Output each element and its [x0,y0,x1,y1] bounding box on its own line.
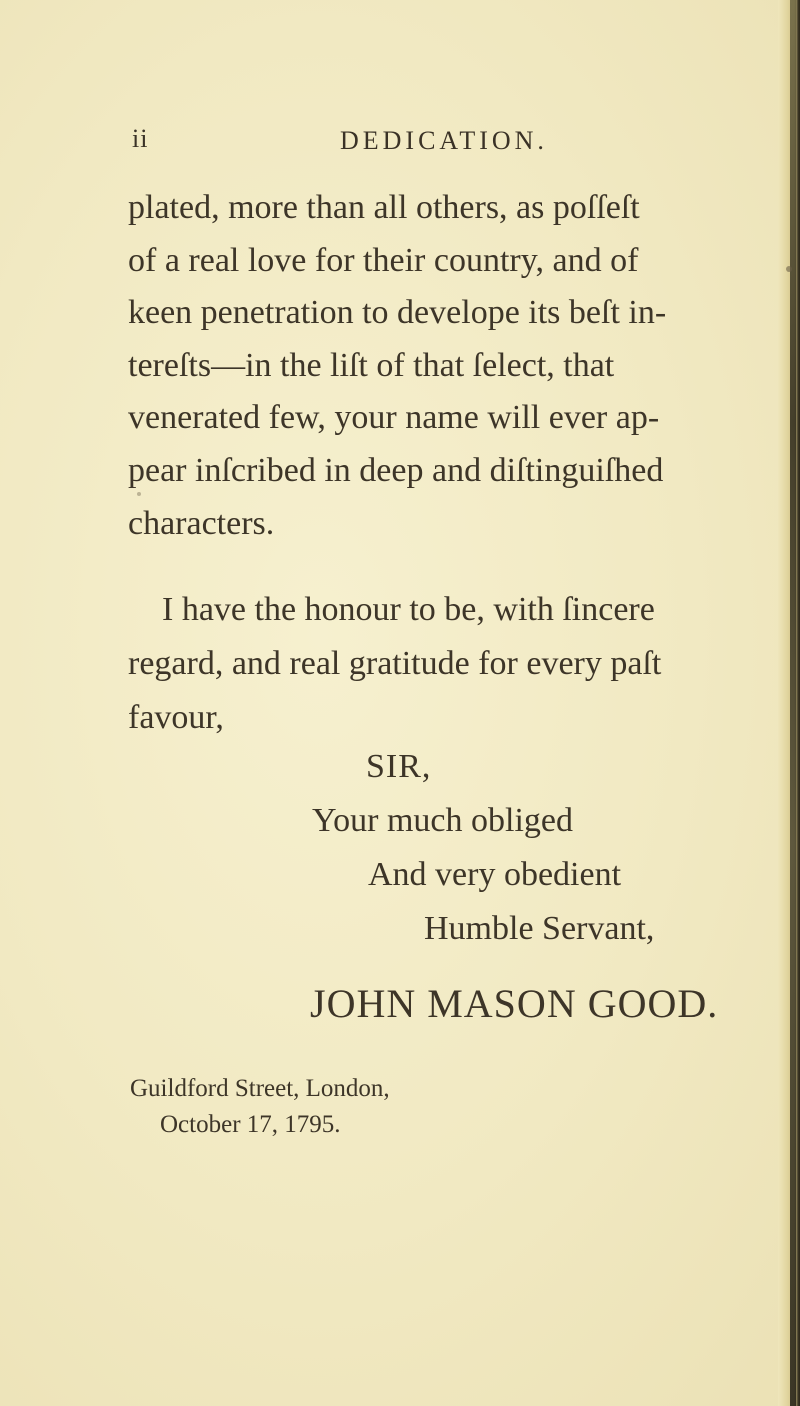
text-line: keen penetration to develope its beſt in- [128,294,667,332]
signature: JOHN MASON GOOD. [310,981,719,1026]
running-header [120,124,780,164]
text-line: venerated few, your name will ever ap- [128,399,660,437]
page-edge-shadow [778,0,800,1406]
dateline-place: Guildford Street, London, [130,1075,390,1102]
text-line: of a real love for their country, and of [128,241,639,279]
text-line: pear inſcribed in deep and diſtinguiſhed [128,451,664,489]
dateline-date: October 17, 1795. [160,1111,341,1138]
salutation: SIR, [366,748,432,785]
closing-line-1: Your much obliged [312,802,573,839]
closing-line-2: And very obedient [368,856,622,893]
text-line: plated, more than all others, as poſſeſt [128,189,640,226]
dedication-paragraph-2 [128,583,748,745]
text-line: tereſts—in the liſt of that ſelect, that [128,346,615,384]
binding-edge [790,0,796,1406]
text-line: I have the honour to be, with ſincere [162,591,655,628]
text-line: regard, and real gratitude for every paſt [128,645,662,682]
running-head-title: DEDICATION. [340,126,548,155]
ink-speck [786,266,792,272]
closing-line-3: Humble Servant, [424,910,655,947]
dedication-paragraph-1 [128,182,748,550]
text-line: favour, [128,699,224,736]
page-number: ii [132,124,149,153]
text-line: characters. [128,504,275,542]
